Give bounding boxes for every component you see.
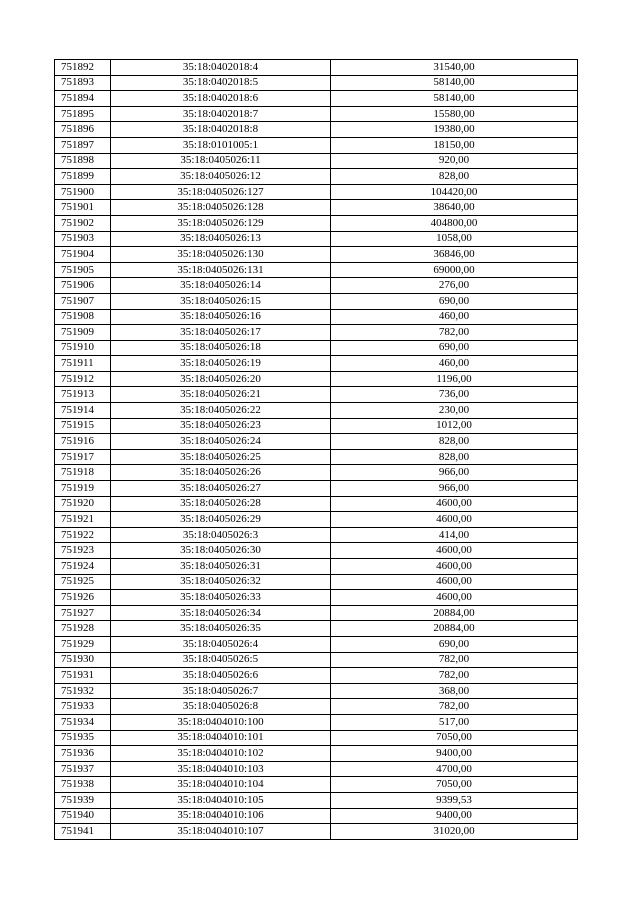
value-cell: 4700,00 [331,761,578,777]
value-cell: 15580,00 [331,106,578,122]
table-row [55,574,578,590]
table-row [55,808,578,824]
cadastral-number-cell: 35:18:0404010:101 [111,730,331,746]
table-row [55,278,578,294]
table-row [55,824,578,840]
row-id-cell: 751938 [55,777,111,793]
cadastral-number-cell: 35:18:0405026:130 [111,247,331,263]
row-id-cell: 751928 [55,621,111,637]
value-cell: 828,00 [331,169,578,185]
value-cell: 966,00 [331,465,578,481]
row-id-cell: 751920 [55,496,111,512]
cadastral-number-cell: 35:18:0405026:13 [111,231,331,247]
table-row [55,60,578,76]
cadastral-number-cell: 35:18:0405026:12 [111,169,331,185]
cadastral-number-cell: 35:18:0405026:31 [111,559,331,575]
value-cell: 460,00 [331,356,578,372]
table-row [55,792,578,808]
row-id-cell: 751941 [55,824,111,840]
cadastral-number-cell: 35:18:0405026:29 [111,512,331,528]
cadastral-number-cell: 35:18:0405026:127 [111,184,331,200]
value-cell: 4600,00 [331,543,578,559]
row-id-cell: 751892 [55,60,111,76]
table-row [55,605,578,621]
row-id-cell: 751934 [55,714,111,730]
cadastral-number-cell: 35:18:0405026:3 [111,527,331,543]
cadastral-number-cell: 35:18:0405026:20 [111,371,331,387]
cadastral-number-cell: 35:18:0405026:32 [111,574,331,590]
table-row [55,746,578,762]
table-row [55,325,578,341]
value-cell: 828,00 [331,449,578,465]
row-id-cell: 751933 [55,699,111,715]
row-id-cell: 751897 [55,137,111,153]
row-id-cell: 751916 [55,434,111,450]
row-id-cell: 751907 [55,293,111,309]
table-row [55,777,578,793]
row-id-cell: 751901 [55,200,111,216]
row-id-cell: 751922 [55,527,111,543]
row-id-cell: 751929 [55,636,111,652]
table-row [55,356,578,372]
value-cell: 19380,00 [331,122,578,138]
table-row [55,730,578,746]
table-row [55,91,578,107]
row-id-cell: 751937 [55,761,111,777]
row-id-cell: 751923 [55,543,111,559]
table-row [55,137,578,153]
row-id-cell: 751898 [55,153,111,169]
row-id-cell: 751906 [55,278,111,294]
table-row [55,371,578,387]
cadastral-number-cell: 35:18:0405026:27 [111,481,331,497]
row-id-cell: 751931 [55,668,111,684]
row-id-cell: 751908 [55,309,111,325]
row-id-cell: 751899 [55,169,111,185]
table-row [55,621,578,637]
table-row [55,106,578,122]
value-cell: 828,00 [331,434,578,450]
cadastral-number-cell: 35:18:0405026:28 [111,496,331,512]
cadastral-number-cell: 35:18:0404010:106 [111,808,331,824]
row-id-cell: 751918 [55,465,111,481]
table-row [55,652,578,668]
value-cell: 7050,00 [331,777,578,793]
row-id-cell: 751905 [55,262,111,278]
cadastral-number-cell: 35:18:0405026:128 [111,200,331,216]
row-id-cell: 751919 [55,481,111,497]
row-id-cell: 751900 [55,184,111,200]
cadastral-number-cell: 35:18:0405026:6 [111,668,331,684]
value-cell: 9400,00 [331,808,578,824]
table-row [55,153,578,169]
cadastral-number-cell: 35:18:0405026:34 [111,605,331,621]
value-cell: 58140,00 [331,91,578,107]
row-id-cell: 751926 [55,590,111,606]
data-table [54,59,578,840]
value-cell: 230,00 [331,403,578,419]
cadastral-number-cell: 35:18:0405026:30 [111,543,331,559]
cadastral-number-cell: 35:18:0405026:26 [111,465,331,481]
cadastral-number-cell: 35:18:0402018:6 [111,91,331,107]
table-row [55,293,578,309]
table-row [55,683,578,699]
value-cell: 1012,00 [331,418,578,434]
table-row [55,122,578,138]
table-row [55,590,578,606]
cadastral-number-cell: 35:18:0405026:5 [111,652,331,668]
table-row [55,215,578,231]
value-cell: 920,00 [331,153,578,169]
row-id-cell: 751909 [55,325,111,341]
table-row [55,559,578,575]
value-cell: 9399,53 [331,792,578,808]
table-row [55,434,578,450]
cadastral-number-cell: 35:18:0101005:1 [111,137,331,153]
row-id-cell: 751930 [55,652,111,668]
value-cell: 736,00 [331,387,578,403]
value-cell: 782,00 [331,652,578,668]
row-id-cell: 751902 [55,215,111,231]
table-row [55,668,578,684]
cadastral-number-cell: 35:18:0404010:107 [111,824,331,840]
cadastral-number-cell: 35:18:0404010:102 [111,746,331,762]
table-row [55,403,578,419]
cadastral-number-cell: 35:18:0405026:14 [111,278,331,294]
table-row [55,200,578,216]
value-cell: 368,00 [331,683,578,699]
cadastral-number-cell: 35:18:0405026:33 [111,590,331,606]
value-cell: 4600,00 [331,574,578,590]
table-row [55,247,578,263]
row-id-cell: 751910 [55,340,111,356]
cadastral-number-cell: 35:18:0405026:35 [111,621,331,637]
cadastral-number-cell: 35:18:0402018:7 [111,106,331,122]
value-cell: 690,00 [331,340,578,356]
value-cell: 69000,00 [331,262,578,278]
row-id-cell: 751895 [55,106,111,122]
value-cell: 4600,00 [331,559,578,575]
table-row [55,231,578,247]
row-id-cell: 751896 [55,122,111,138]
value-cell: 31020,00 [331,824,578,840]
value-cell: 1058,00 [331,231,578,247]
row-id-cell: 751927 [55,605,111,621]
table-row [55,418,578,434]
table-body [55,60,578,840]
table-row [55,496,578,512]
value-cell: 4600,00 [331,496,578,512]
cadastral-number-cell: 35:18:0405026:23 [111,418,331,434]
cadastral-number-cell: 35:18:0405026:11 [111,153,331,169]
cadastral-number-cell: 35:18:0405026:15 [111,293,331,309]
cadastral-number-cell: 35:18:0405026:24 [111,434,331,450]
table-row [55,543,578,559]
table-row [55,75,578,91]
value-cell: 38640,00 [331,200,578,216]
value-cell: 414,00 [331,527,578,543]
row-id-cell: 751932 [55,683,111,699]
value-cell: 20884,00 [331,605,578,621]
value-cell: 4600,00 [331,512,578,528]
row-id-cell: 751939 [55,792,111,808]
cadastral-number-cell: 35:18:0404010:104 [111,777,331,793]
cadastral-number-cell: 35:18:0405026:21 [111,387,331,403]
row-id-cell: 751911 [55,356,111,372]
table-row [55,699,578,715]
row-id-cell: 751894 [55,91,111,107]
table-row [55,262,578,278]
value-cell: 20884,00 [331,621,578,637]
row-id-cell: 751903 [55,231,111,247]
table-row [55,481,578,497]
row-id-cell: 751893 [55,75,111,91]
value-cell: 782,00 [331,668,578,684]
cadastral-number-cell: 35:18:0405026:7 [111,683,331,699]
value-cell: 31540,00 [331,60,578,76]
table-row [55,465,578,481]
table-row [55,449,578,465]
table-row [55,387,578,403]
value-cell: 1196,00 [331,371,578,387]
cadastral-number-cell: 35:18:0405026:16 [111,309,331,325]
row-id-cell: 751913 [55,387,111,403]
table-row [55,184,578,200]
value-cell: 782,00 [331,325,578,341]
value-cell: 404800,00 [331,215,578,231]
row-id-cell: 751912 [55,371,111,387]
value-cell: 4600,00 [331,590,578,606]
cadastral-number-cell: 35:18:0404010:105 [111,792,331,808]
cadastral-number-cell: 35:18:0405026:131 [111,262,331,278]
row-id-cell: 751904 [55,247,111,263]
value-cell: 18150,00 [331,137,578,153]
cadastral-number-cell: 35:18:0405026:18 [111,340,331,356]
value-cell: 690,00 [331,293,578,309]
table-row [55,169,578,185]
cadastral-number-cell: 35:18:0402018:8 [111,122,331,138]
value-cell: 7050,00 [331,730,578,746]
value-cell: 104420,00 [331,184,578,200]
row-id-cell: 751924 [55,559,111,575]
value-cell: 460,00 [331,309,578,325]
row-id-cell: 751921 [55,512,111,528]
row-id-cell: 751940 [55,808,111,824]
table-row [55,636,578,652]
cadastral-number-cell: 35:18:0404010:103 [111,761,331,777]
value-cell: 690,00 [331,636,578,652]
value-cell: 966,00 [331,481,578,497]
table-row [55,761,578,777]
table-row [55,714,578,730]
table-row [55,512,578,528]
cadastral-number-cell: 35:18:0405026:4 [111,636,331,652]
value-cell: 276,00 [331,278,578,294]
row-id-cell: 751915 [55,418,111,434]
cadastral-number-cell: 35:18:0405026:8 [111,699,331,715]
cadastral-number-cell: 35:18:0405026:129 [111,215,331,231]
cadastral-number-cell: 35:18:0404010:100 [111,714,331,730]
table-row [55,340,578,356]
table-row [55,527,578,543]
row-id-cell: 751914 [55,403,111,419]
table-row [55,309,578,325]
cadastral-number-cell: 35:18:0405026:22 [111,403,331,419]
cadastral-number-cell: 35:18:0405026:17 [111,325,331,341]
row-id-cell: 751925 [55,574,111,590]
cadastral-number-cell: 35:18:0405026:19 [111,356,331,372]
value-cell: 9400,00 [331,746,578,762]
cadastral-number-cell: 35:18:0402018:5 [111,75,331,91]
value-cell: 517,00 [331,714,578,730]
value-cell: 36846,00 [331,247,578,263]
cadastral-number-cell: 35:18:0402018:4 [111,60,331,76]
row-id-cell: 751936 [55,746,111,762]
row-id-cell: 751935 [55,730,111,746]
value-cell: 58140,00 [331,75,578,91]
value-cell: 782,00 [331,699,578,715]
cadastral-number-cell: 35:18:0405026:25 [111,449,331,465]
row-id-cell: 751917 [55,449,111,465]
